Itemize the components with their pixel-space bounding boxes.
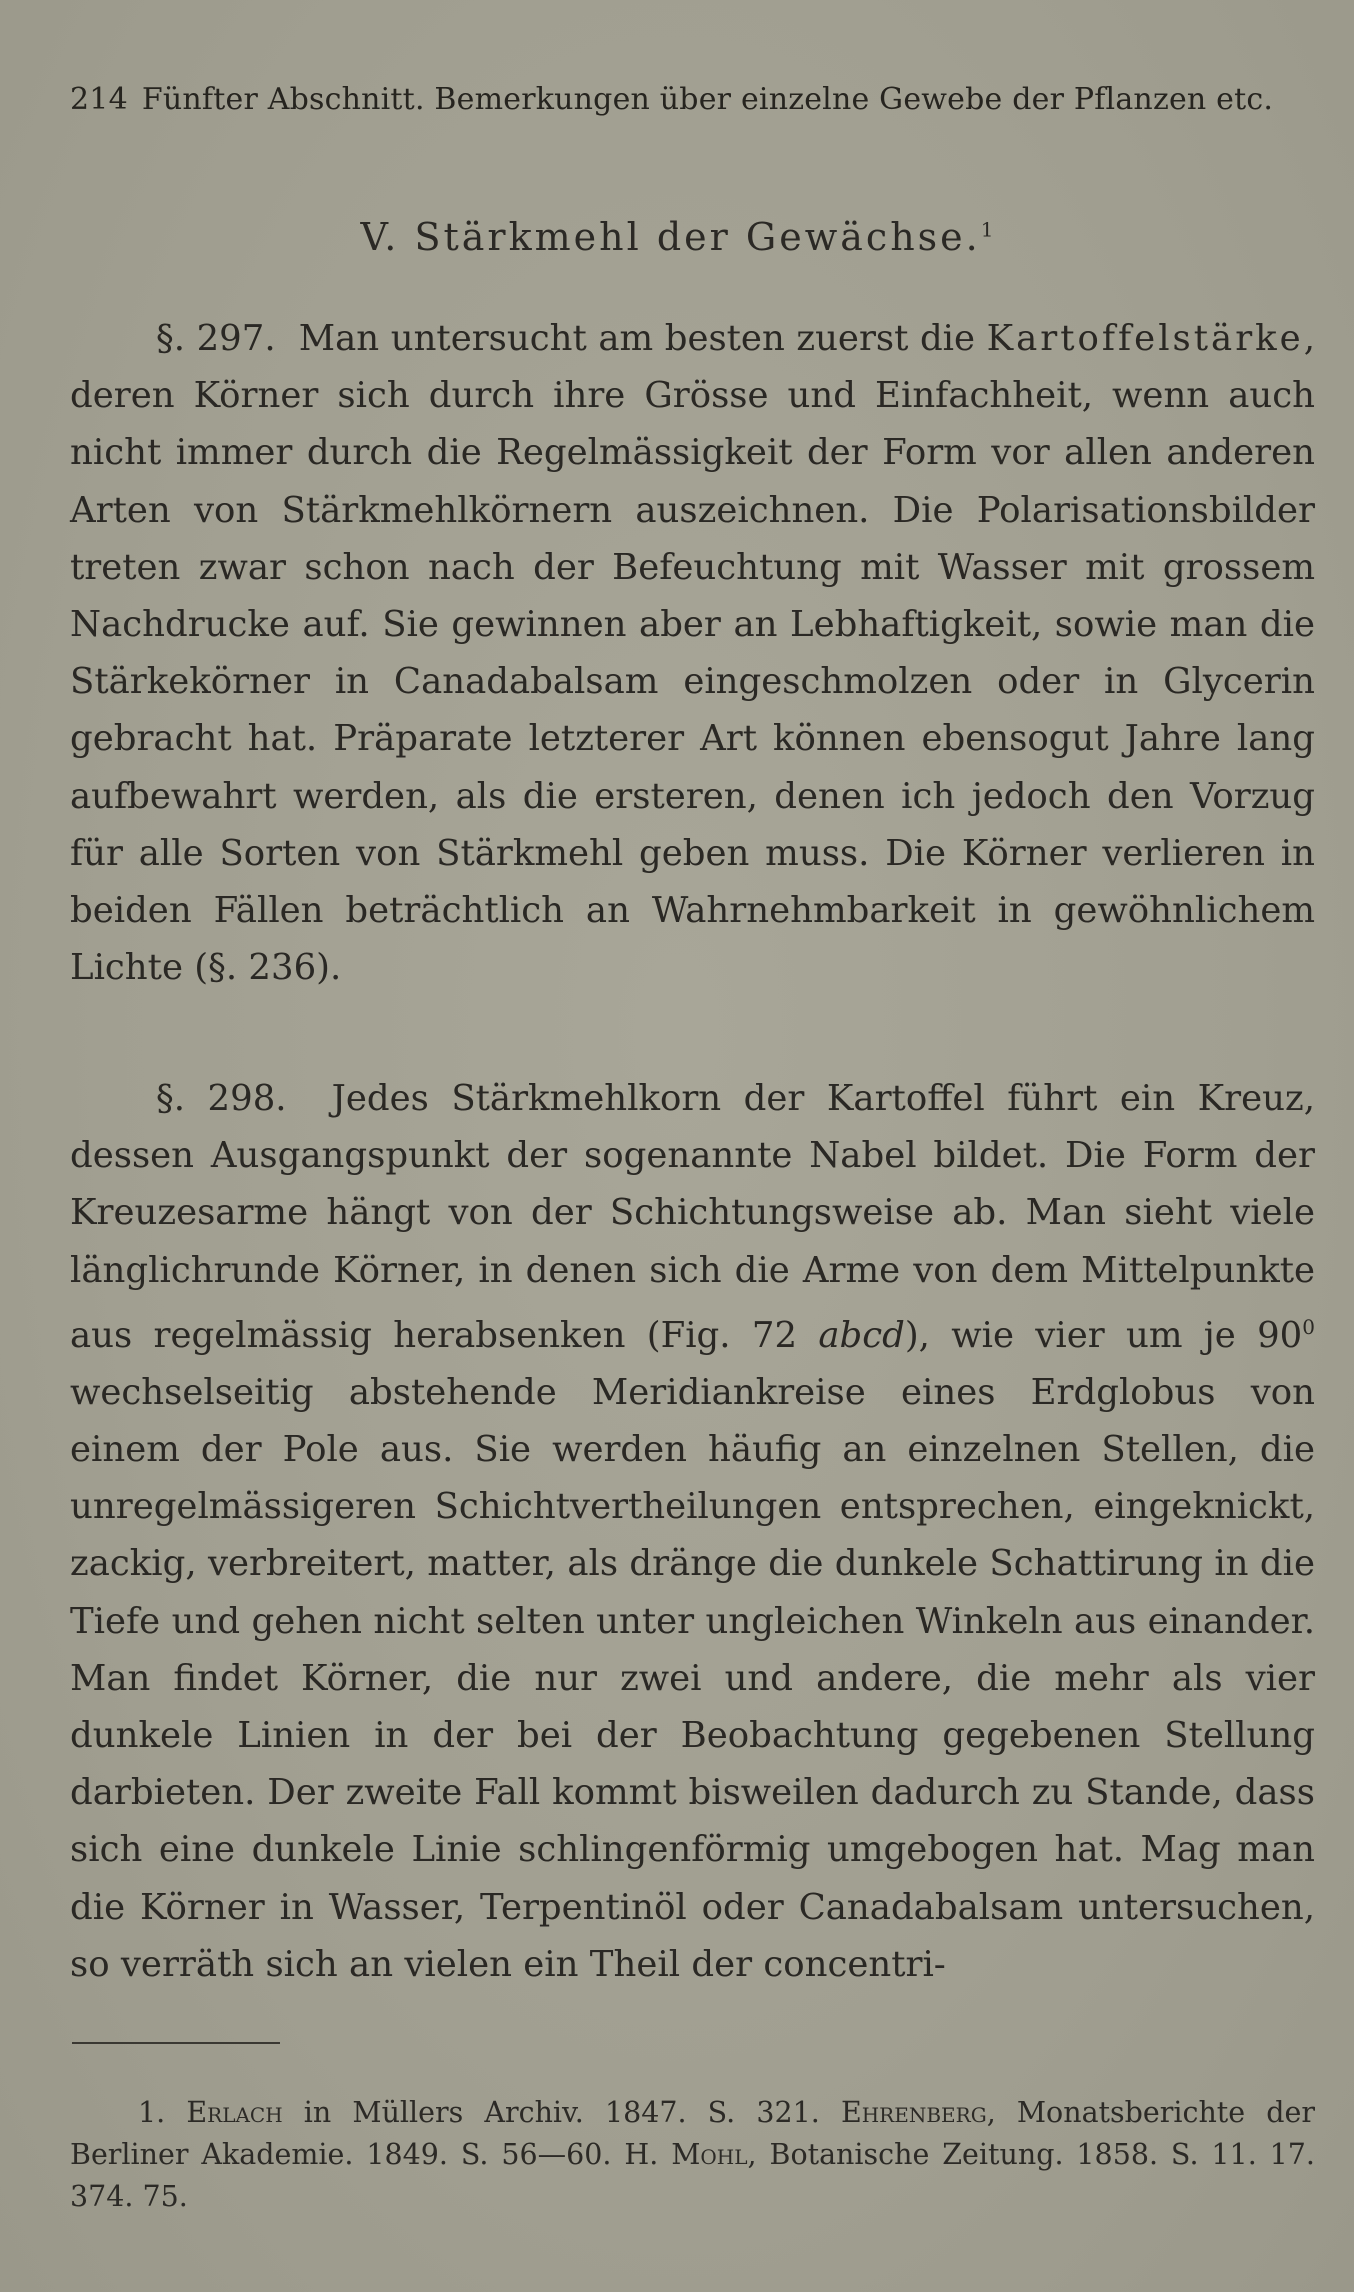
running-title: Fünfter Abschnitt. Bemerkungen über einzelne Gewebe der Pflanzen etc.: [141, 82, 1274, 117]
paragraph-298: §. 298. Jedes Stärkmehlkorn der Kartoffel führt ein Kreuz, dessen Ausgangspunkt der sogenannte Nabel bildet. Die Form der Kreuzesarme hängt von der Schichtungsweise ab. Man sieht viele länglichrunde Körner, in denen sich die Arme von dem Mittelpunkte aus regelmässig herabsenken (Fig. 72 abcd), wie vier um je $90^0$ wechselseitig abstehende Meridiankreise eines Erdglobus von einem der Pole aus. Sie werden häufig an einzelnen Stellen, die unregelmässigeren Schichtvertheilungen entsprechen, eingeknickt, zackig, verbreitert, matter, als dränge die dunkele Schattirung in die Tiefe und gehen nicht selten unter ungleichen Winkeln aus einander. Man findet Körner, die nur zwei und andere, die mehr als vier dunkele Linien in der bei der Beobachtung gegebenen Stellung darbieten. Der zweite Fall kommt bisweilen dadurch zu Stande, dass sich eine dunkele Linie schlingenförmig umgebogen hat. Mag man die Körner in Wasser, Terpentinöl oder Canadabalsam untersuchen, so verräth sich an vielen ein Theil der concentri-: [70, 1078, 1315, 1985]
footnote-rule: [72, 2042, 280, 2044]
section-number-298: §. 298.: [156, 1078, 287, 1119]
degree-mark: 0: [1302, 1314, 1315, 1339]
footnote-number: 1.: [138, 2096, 166, 2129]
paragraph-297: §. 297. Man untersucht am besten zuerst die Kartoffelstärke, deren Körner sich durch ihre Grösse und Einfachheit, wenn auch nicht immer durch die Regelmässigkeit der Form vor allen anderen Arten von Stärkmehlkörnern auszeichnen. Die Polarisationsbilder treten zwar schon nach der Befeuchtung mit Wasser mit grossem Nachdrucke auf. Sie gewinnen aber an Lebhaftigkeit, sowie man die Stärkekörner in Canadabalsam eingeschmolzen oder in Glycerin gebracht hat. Präparate letzterer Art können ebensogut Jahre lang aufbewahrt werden, als die ersteren, denen ich jedoch den Vorzug für alle Sorten von Stärkmehl geben muss. Die Körner verlieren in beiden Fällen beträchtlich an Wahrnehmbarkeit in gewöhnlichem Lichte (§. 236).: [70, 318, 1315, 989]
section-number-297: §. 297.: [156, 318, 276, 359]
page-number: 214: [70, 82, 128, 117]
author-mohl: Mohl: [671, 2138, 748, 2171]
term-kartoffelstaerke: Kartoffelstärke: [986, 318, 1304, 359]
footnote-mark: 1: [980, 217, 994, 242]
figure-letters: abcd: [818, 1314, 905, 1356]
author-erlach: Erlach: [186, 2096, 283, 2129]
section-title-text: V. Stärkmehl der Gewächse.: [360, 215, 981, 259]
author-ehrenberg: Ehrenberg: [840, 2096, 987, 2129]
running-header: [70, 82, 1315, 117]
section-title: [0, 215, 1354, 259]
footnote: 1. Erlach in Müllers Archiv. 1847. S. 321. Ehrenberg, Monatsberichte der Berliner Akademie. 1849. S. 56—60. H. Mohl, Botanische Zeitung. 1858. S. 11. 17. 374. 75.: [70, 2096, 1315, 2213]
